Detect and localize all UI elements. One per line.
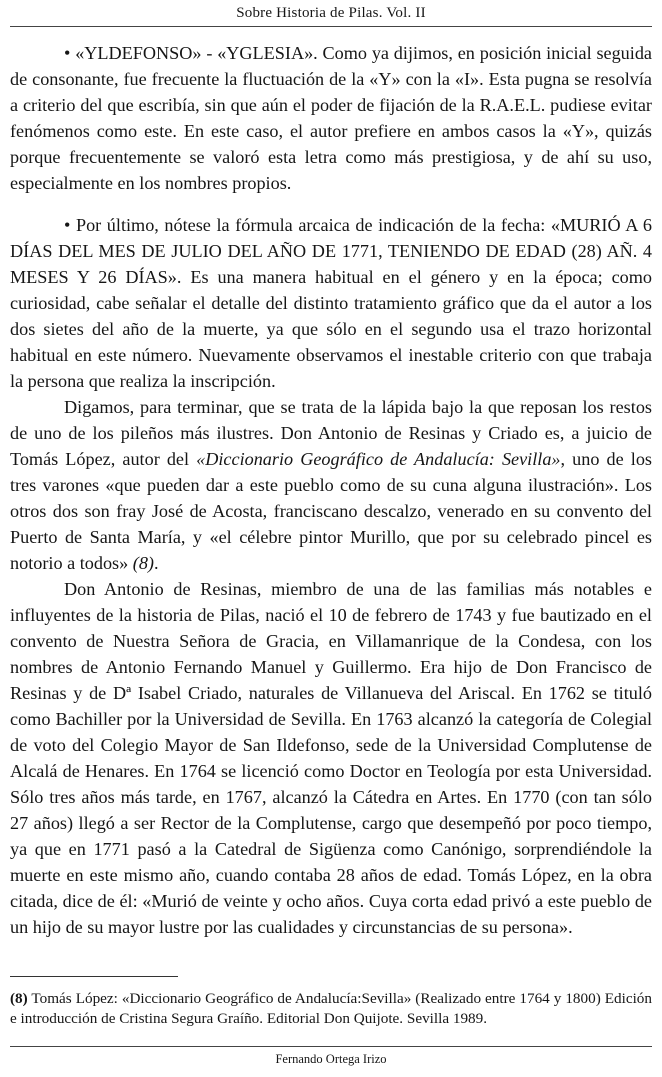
footnote-reference: (8) <box>132 553 154 573</box>
footer-rule <box>10 1046 652 1047</box>
paragraph-text: . <box>153 553 159 573</box>
paragraph-text: «YLDEFONSO» - «YGLESIA». Como ya dijimos, en posición inicial seguida de consonante, fue frecuente la fluctuación de la «Y» con la «I». Esta pugna se resolvía a criterio del que escribía, sin que aún el poder de fijación de la R.A.E.L. pudiese evitar fenómenos como este. En este caso, el autor prefiere en ambos casos la «Y», quizás porque frecuentemente se valoró esta letra como más prestigiosa, y de ahí su uso, especialmente en los nombres propios. <box>10 43 652 193</box>
paragraph-text: , uno de los tres varones «que pueden dar a este pueblo como de su cuna alguna ilustración». Los otros dos son fray José de Acosta, franciscano descalzo, venerado en su convento del Puerto de Santa María, y «el célebre pintor Murillo, que por su celebrado pincel es notorio a todos» <box>10 449 652 573</box>
paragraph-fecha <box>10 212 652 394</box>
running-header: Sobre Historia de Pilas. Vol. II <box>236 5 426 21</box>
body-text <box>10 40 652 940</box>
paragraph-biografia <box>10 576 652 940</box>
work-title: «Diccionario Geográfico de Andalucía: Sevilla» <box>196 449 561 469</box>
footnote-rule <box>10 976 178 977</box>
paragraph-text: Don Antonio de Resinas, miembro de una de las familias más notables e influyentes de la historia de Pilas, nació el 10 de febrero de 1743 y fue bautizado en el convento de Nuestra Señora de Gracia, en Villamanrique de la Condesa, con los nombres de Antonio Fernando Manuel y Guillermo. Era hijo de Don Francisco de Resinas y de Dª Isabel Criado, naturales de Villanueva del Ariscal. En 1762 se tituló como Bachiller por la Universidad de Sevilla. En 1763 alcanzó la categoría de Colegial de voto del Colegio Mayor de San Ildefonso, sede de la Universidad Complutense de Alcalá de Henares. En 1764 se licenció como Doctor en Teología por esta Universidad. Sólo tres años más tarde, en 1767, alcanzó la Cátedra en Artes. En 1770 (con tan sólo 27 años) llegó a ser Rector de la Complutense, cargo que desempeñó por poco tiempo, ya que en 1771 pasó a la Catedral de Sigüenza como Canónigo, sorprendiéndole la muerte en este mismo año, cuando contaba 28 años de edad. Tomás López, en la obra citada, dice de él: «Murió de veinte y ocho años. Cuya corta edad privó a este pueblo de un hijo de su mayor lustre por las cualidades y circunstancias de su persona». <box>10 579 652 937</box>
footnote-text: Tomás López: «Diccionario Geográfico de Andalucía:Sevilla» (Realizado entre 1764 y 1800) Edición e introducción de Cristina Segura Graíño. Editorial Don Quijote. Sevilla 1989. <box>10 990 652 1027</box>
paragraph-text: Por último, nótese la fórmula arcaica de indicación de la fecha: «MURIÓ A 6 DÍAS DEL MES DE JULIO DEL AÑO DE 1771, TENIENDO DE EDAD (28) AÑ. 4 MESES Y 26 DÍAS». Es una manera habitual en el género y en la época; como curiosidad, cabe señalar el detalle del distinto tratamiento gráfico que da el autor a los dos sietes del año de la muerte, ya que sólo en el segundo usa el trazo horizontal habitual en este número. Nuevamente observamos el inestable criterio con que trabaja la persona que realiza la inscripción. <box>10 215 652 391</box>
paragraph-lapida <box>10 394 652 576</box>
footnote <box>10 989 652 1029</box>
paragraph-text: Digamos, para terminar, que se trata de la lápida bajo la que reposan los restos de uno de los pileños más ilustres. Don Antonio de Resinas y Criado es, a juicio de Tomás López, autor del <box>10 397 652 469</box>
running-footer: Fernando Ortega Irizo <box>275 1052 387 1066</box>
paragraph-yldefonso <box>10 40 652 196</box>
header-rule <box>10 26 652 27</box>
footnote-marker: (8) <box>10 990 28 1007</box>
